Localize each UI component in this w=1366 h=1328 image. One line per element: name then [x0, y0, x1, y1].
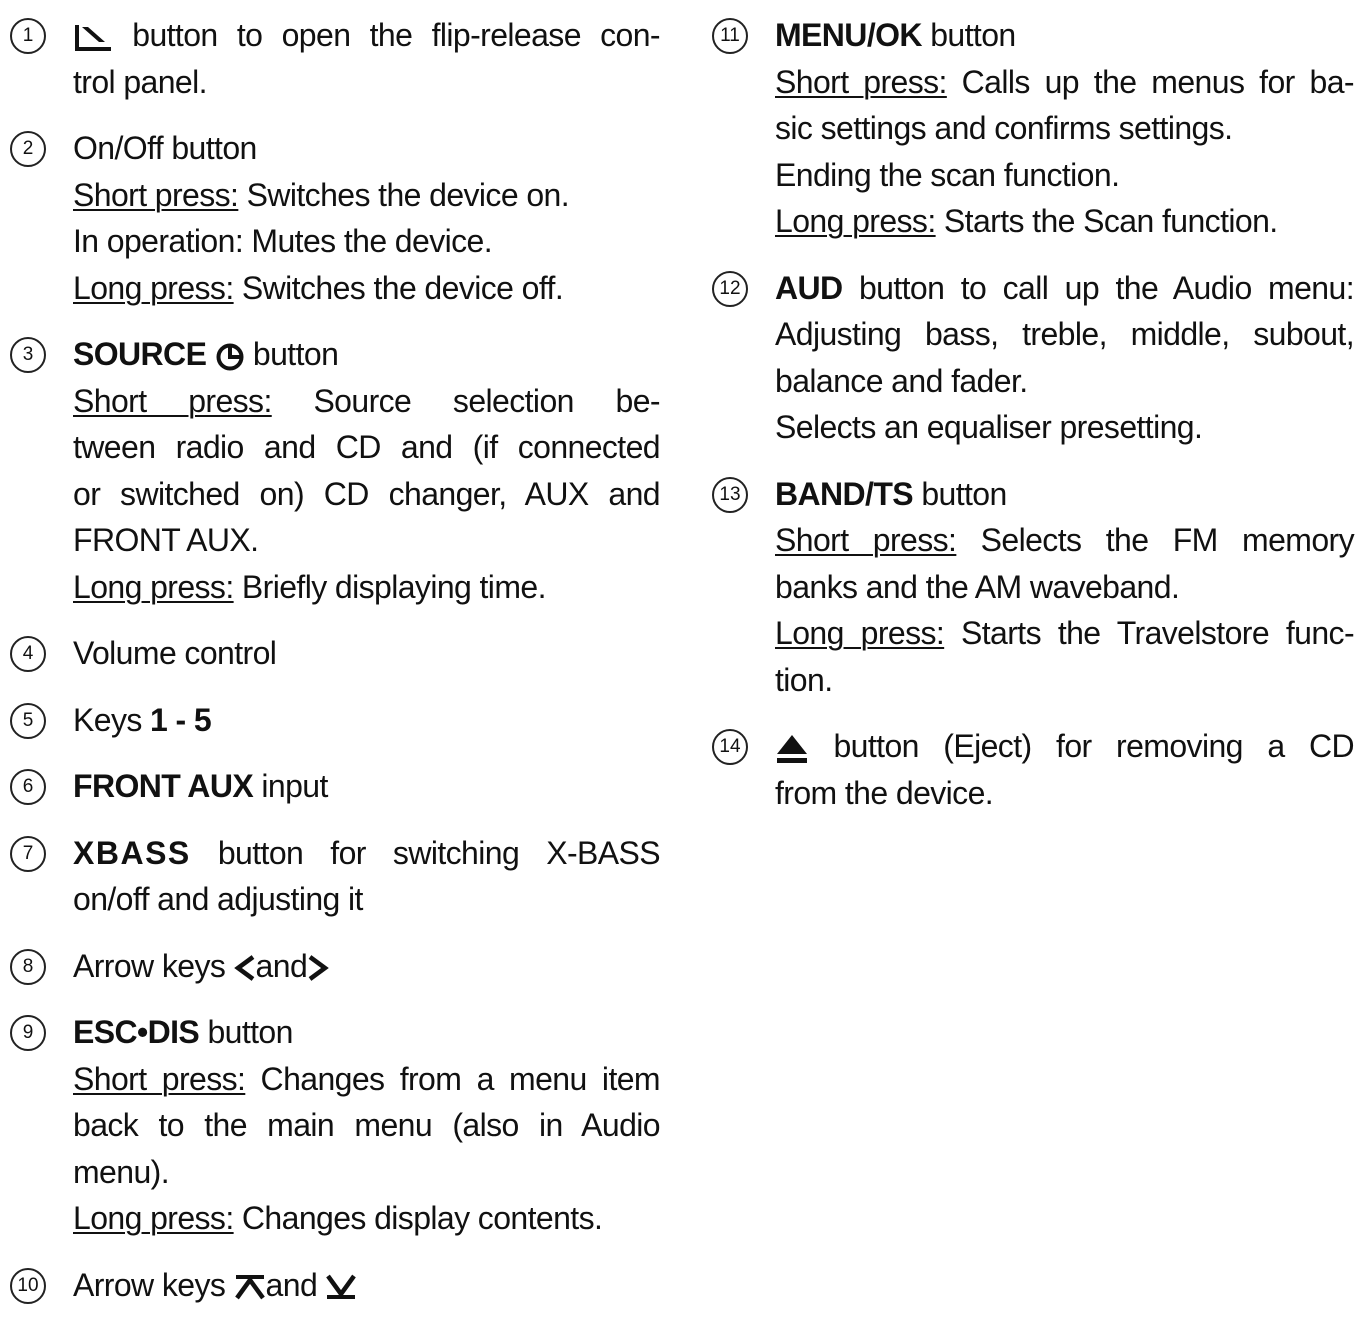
item-number: 12 — [712, 271, 748, 307]
list-item: 2 On/Off button Short press: Switches the device on. In operation: Mutes the device. Long press: Switches the device off. — [10, 125, 660, 311]
item-number: 6 — [10, 769, 46, 805]
list-item: 1 button to open the flip-release con- trol panel. — [10, 12, 660, 105]
arrow-right-icon — [307, 954, 329, 982]
list-item: 3 SOURCE button Short press: Source selection be- tween radio and CD and (if connected or switched on) CD changer, AUX and FRONT AUX. Long press: Briefly displaying time. — [10, 331, 660, 610]
item-number: 10 — [10, 1268, 46, 1304]
list-item: 6 FRONT AUX input — [10, 763, 660, 810]
list-item: 5 Keys 1 - 5 — [10, 697, 660, 744]
item-number: 13 — [712, 477, 748, 513]
list-item: 8 Arrow keys and — [10, 943, 660, 990]
item-number: 7 — [10, 836, 46, 872]
list-item: 13 BAND/TS button Short press: Selects the FM memory banks and the AM waveband. Long press: Starts the Travelstore func- tion. — [712, 471, 1354, 704]
list-item: 11 MENU/OK button Short press: Calls up the menus for ba- sic settings and confirms settings. Ending the scan function. Long press: Starts the Scan function. — [712, 12, 1354, 245]
arrow-up-icon — [234, 1274, 266, 1300]
left-column — [10, 12, 660, 1328]
clock-icon — [215, 342, 245, 372]
item-number: 2 — [10, 131, 46, 167]
item-number: 4 — [10, 636, 46, 672]
arrow-down-icon — [325, 1274, 357, 1300]
item-number: 11 — [712, 18, 748, 54]
arrow-left-icon — [234, 954, 256, 982]
item-number: 1 — [10, 18, 46, 54]
flip-release-icon — [73, 23, 113, 53]
item-number: 14 — [712, 729, 748, 765]
list-item: 9 ESC•DIS button Short press: Changes from a menu item back to the main menu (also in Audio menu). Long press: Changes display contents. — [10, 1009, 660, 1242]
list-item: 14 button (Eject) for removing a CD from the device. — [712, 723, 1354, 816]
item-number: 5 — [10, 703, 46, 739]
list-item: 12 AUD button to call up the Audio menu: Adjusting bass, treble, middle, subout, balance and fader. Selects an equaliser presetting. — [712, 265, 1354, 451]
list-item: 4 Volume control — [10, 630, 660, 677]
eject-icon — [775, 733, 809, 765]
right-column — [712, 12, 1354, 836]
item-number: 8 — [10, 949, 46, 985]
list-item: 10 Arrow keys and — [10, 1262, 660, 1309]
list-item: 7 XBASS button for switching X-BASS on/off and adjusting it — [10, 830, 660, 923]
item-number: 9 — [10, 1015, 46, 1051]
item-number: 3 — [10, 337, 46, 373]
